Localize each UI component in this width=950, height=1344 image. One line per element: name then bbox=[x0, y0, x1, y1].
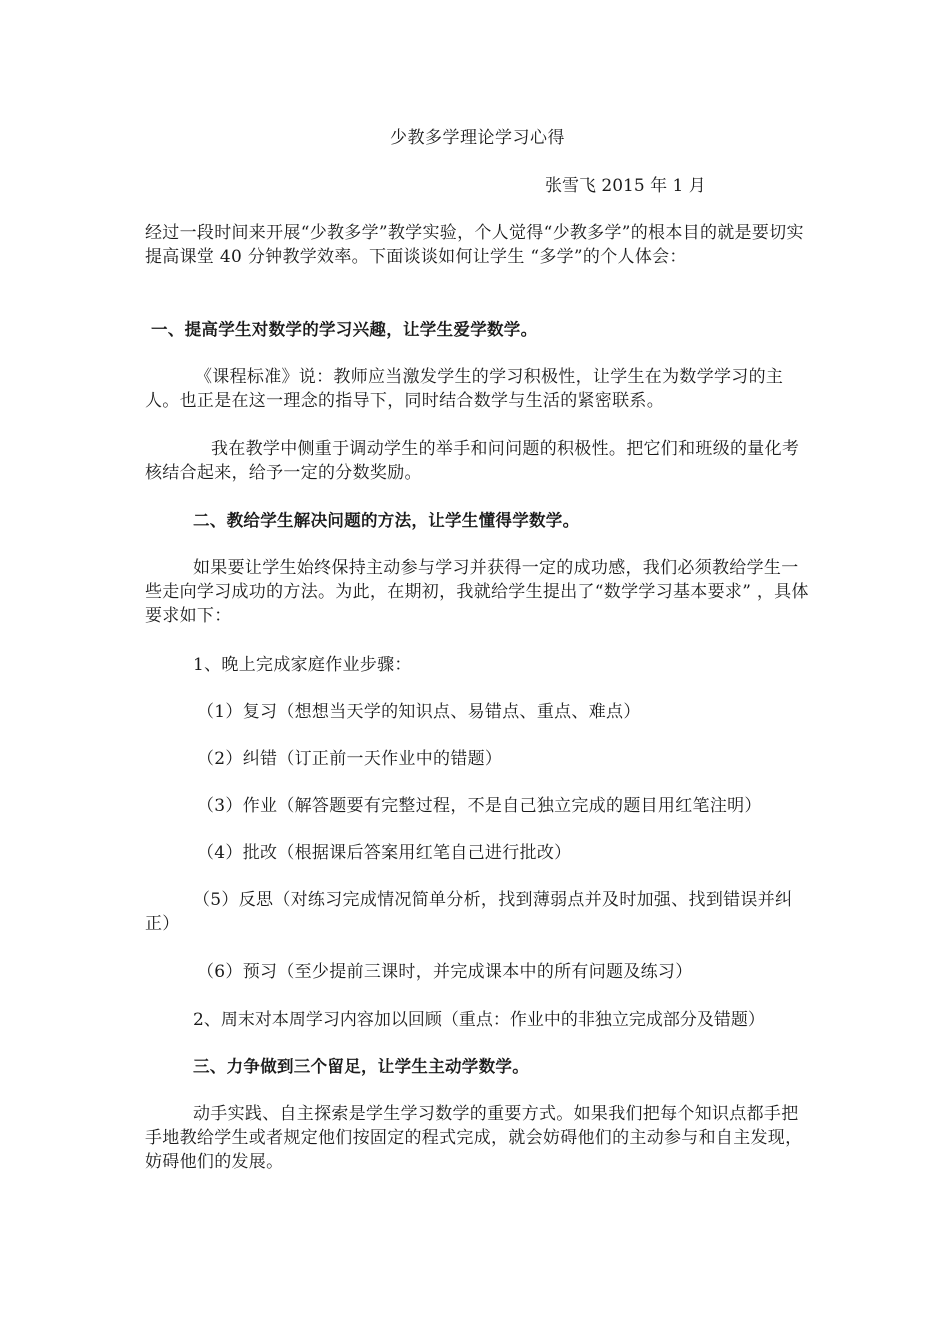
intro-paragraph: 经过一段时间来开展“少教多学”教学实验，个人觉得“少教多学”的根本目的就是要切实提高课堂 40 分钟教学效率。下面谈谈如何让学生 “多学”的个人体会： bbox=[145, 223, 804, 267]
step-item: （6）预习（至少提前三课时，并完成课本中的所有问题及练习） bbox=[197, 962, 693, 982]
section3-heading: 三、力争做到三个留足，让学生主动学数学。 bbox=[193, 1057, 529, 1076]
section2-paragraph-1: 如果要让学生始终保持主动参与学习并获得一定的成功感，我们必须教给学生一些走向学习成功的方法。为此，在期初，我就给学生提出了“数学学习基本要求” ，具体要求如下： bbox=[145, 558, 809, 626]
section1-paragraph-1: 《课程标准》说：教师应当激发学生的学习积极性，让学生在为数学学习的主人。也正是在这一理念的指导下，同时结合数学与生活的紧密联系。 bbox=[145, 367, 784, 411]
step-item: （5）反思（对练习完成情况简单分析，找到薄弱点并及时加强、找到错误并纠正） bbox=[145, 890, 793, 934]
step-item: （3）作业（解答题要有完整过程，不是自己独立完成的题目用红笔注明） bbox=[197, 796, 762, 816]
section2-item-2: 2、周末对本周学习内容加以回顾（重点：作业中的非独立完成部分及错题） bbox=[193, 1010, 765, 1030]
section2-heading: 二、教给学生解决问题的方法，让学生懂得学数学。 bbox=[193, 511, 580, 530]
section1-paragraph-2: 我在教学中侧重于调动学生的举手和问问题的积极性。把它们和班级的量化考核结合起来，给予一定的分数奖励。 bbox=[145, 439, 800, 483]
section3-paragraph-1: 动手实践、自主探索是学生学习数学的重要方式。如果我们把每个知识点都手把手地教给学生或者规定他们按固定的程式完成，就会妨碍他们的主动参与和自主发现，妨碍他们的发展。 bbox=[145, 1104, 803, 1172]
step-item: （4）批改（根据课后答案用红笔自己进行批改） bbox=[197, 843, 572, 863]
author-date: 张雪飞 2015 年 1 月 bbox=[545, 176, 706, 196]
step-item: （1）复习（想想当天学的知识点、易错点、重点、难点） bbox=[197, 702, 641, 722]
step-item: （2）纠错（订正前一天作业中的错题） bbox=[197, 749, 503, 769]
section2-item-1: 1、晚上完成家庭作业步骤： bbox=[193, 655, 412, 675]
document-title: 少教多学理论学习心得 bbox=[390, 128, 565, 148]
section1-heading: 一、提高学生对数学的学习兴趣，让学生爱学数学。 bbox=[151, 320, 538, 339]
